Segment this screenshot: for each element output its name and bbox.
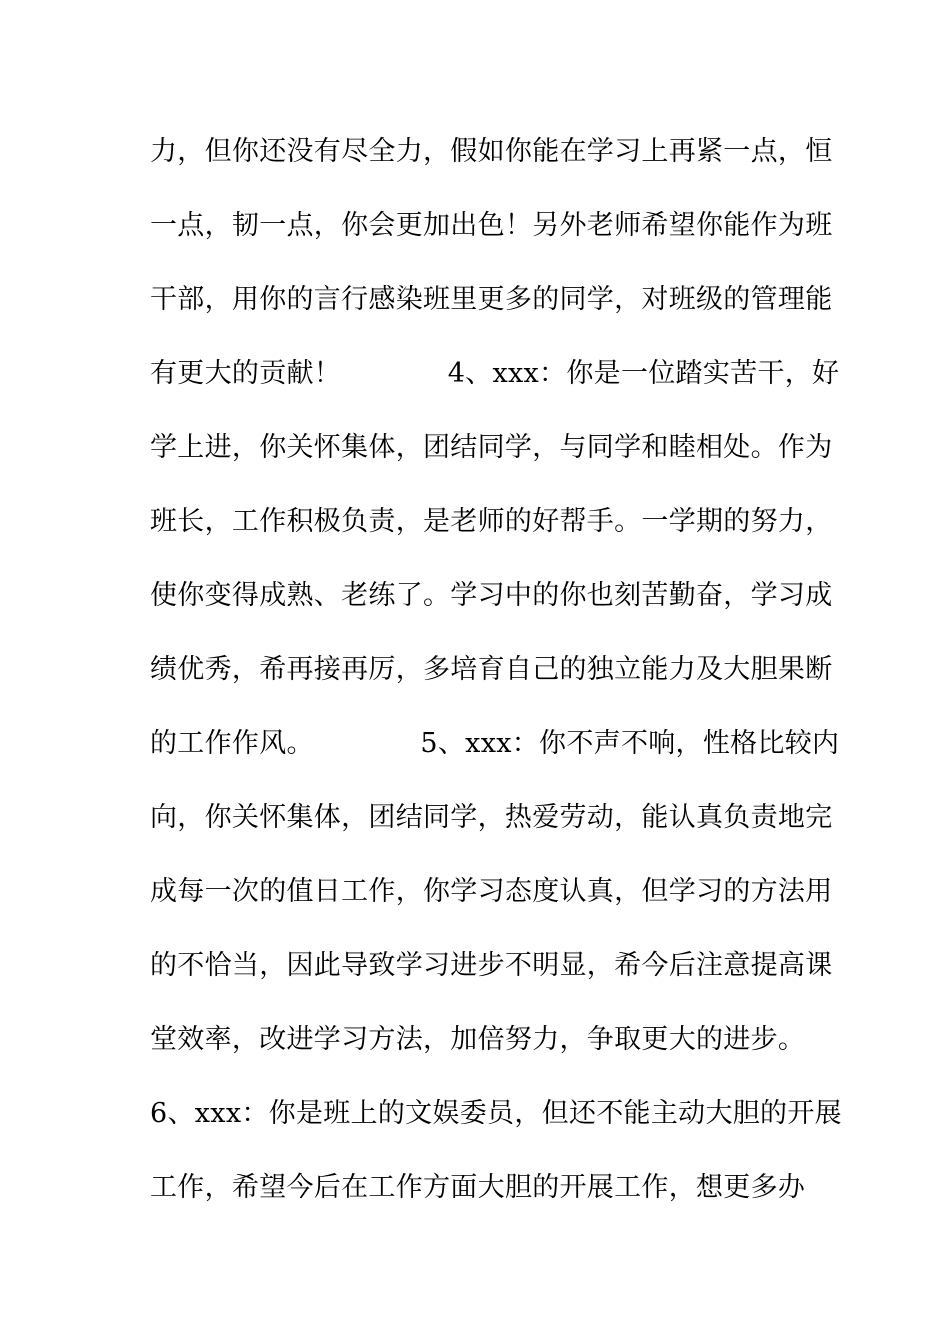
text-line: 堂效率，改进学习方法，加倍努力，争取更大的进步。 xyxy=(150,1024,806,1055)
body-text xyxy=(150,127,842,1237)
text-line: 的工作作风。 5、xxx：你不声不响，性格比较内 xyxy=(150,728,840,759)
text-line: 工作，希望今后在工作方面大胆的开展工作，想更多办 xyxy=(150,1172,806,1203)
text-line: 有更大的贡献！ 4、xxx：你是一位踏实苦干，好 xyxy=(150,358,840,389)
text-line: 成每一次的值日工作，你学习态度认真，但学习的方法用 xyxy=(150,876,833,907)
text-line: 使你变得成熟、老练了。学习中的你也刻苦勤奋，学习成 xyxy=(150,580,833,611)
text-line: 学上进，你关怀集体，团结同学，与同学和睦相处。作为 xyxy=(150,432,833,463)
text-line: 6、xxx：你是班上的文娱委员，但还不能主动大胆的开展 xyxy=(150,1098,842,1129)
text-line: 绩优秀，希再接再厉，多培育自己的独立能力及大胆果断 xyxy=(150,654,833,685)
text-line: 一点，韧一点，你会更加出色！另外老师希望你能作为班 xyxy=(150,210,833,241)
text-line: 班长，工作积极负责，是老师的好帮手。一学期的努力， xyxy=(150,506,833,537)
text-line: 向，你关怀集体，团结同学，热爱劳动，能认真负责地完 xyxy=(150,802,833,833)
text-line: 的不恰当，因此导致学习进步不明显，希今后注意提高课 xyxy=(150,950,833,981)
text-line: 力，但你还没有尽全力，假如你能在学习上再紧一点，恒 xyxy=(150,136,833,167)
text-line: 干部，用你的言行感染班里更多的同学，对班级的管理能 xyxy=(150,284,833,315)
